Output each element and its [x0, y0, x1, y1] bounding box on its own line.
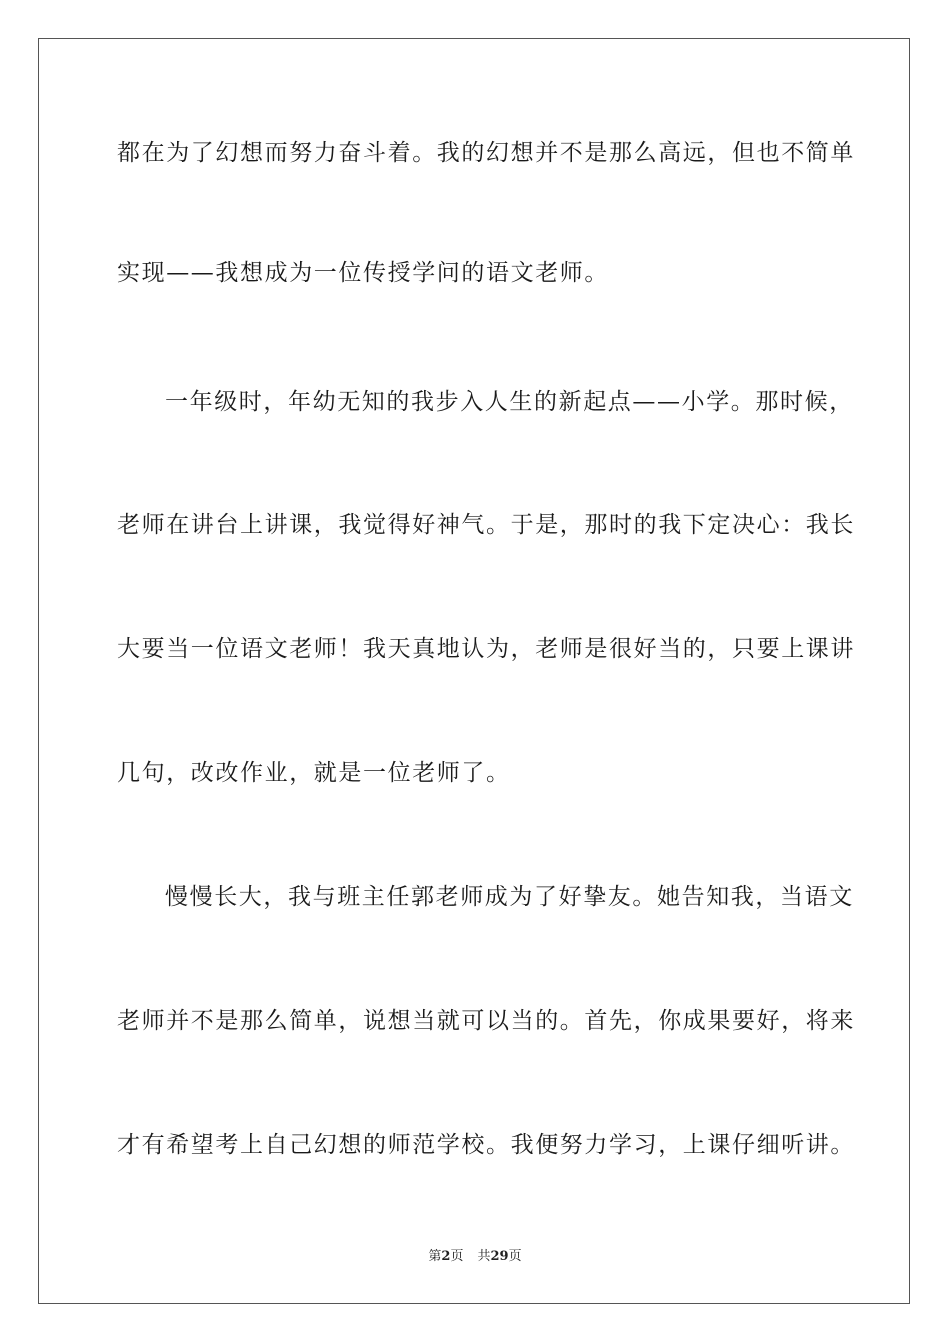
page-footer: [0, 1248, 950, 1266]
paragraph-line-9: 才有希望考上自己幻想的师范学校。我便努力学习，上课仔细听讲。: [117, 1132, 855, 1158]
paragraph-line-6: 几句，改改作业，就是一位老师了。: [117, 760, 511, 786]
paragraph-line-3: 一年级时，年幼无知的我步入人生的新起点——小学。那时候，: [165, 389, 854, 415]
paragraph-line-8: 老师并不是那么简单，说想当就可以当的。首先，你成果要好，将来: [117, 1008, 855, 1034]
page-current-number: 2: [441, 1249, 451, 1264]
total-prefix: 共: [477, 1249, 491, 1264]
paragraph-line-4: 老师在讲台上讲课，我觉得好神气。于是，那时的我下定决心：我长: [117, 512, 855, 538]
page-prefix: 第: [428, 1249, 442, 1264]
paragraph-line-1: 都在为了幻想而努力奋斗着。我的幻想并不是那么高远，但也不简单: [117, 140, 855, 166]
page-border: [38, 38, 910, 1304]
paragraph-line-2: 实现——我想成为一位传授学问的语文老师。: [117, 260, 609, 286]
paragraph-line-5: 大要当一位语文老师！我天真地认为，老师是很好当的，只要上课讲: [117, 636, 855, 662]
page-unit: 页: [450, 1249, 464, 1264]
total-unit: 页: [508, 1249, 522, 1264]
page-total-number: 29: [490, 1249, 509, 1264]
paragraph-line-7: 慢慢长大，我与班主任郭老师成为了好挚友。她告知我，当语文: [165, 884, 854, 910]
